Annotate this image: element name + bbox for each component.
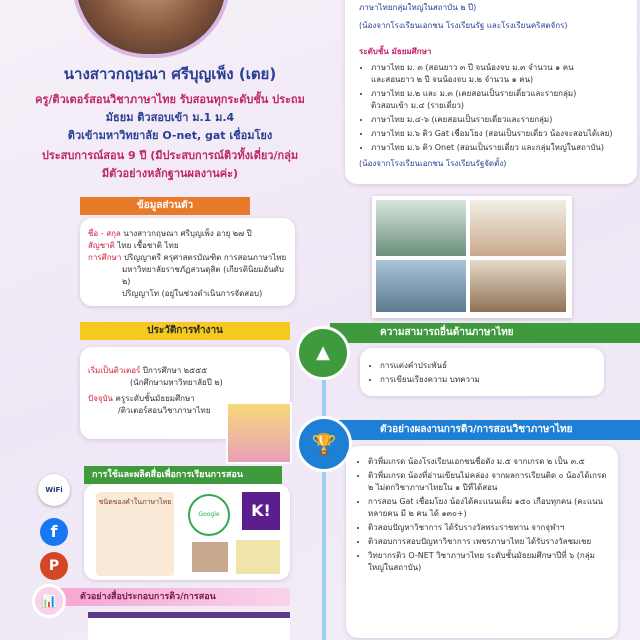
result-item: • ติวพี่มเกรด น้องที่อ่านเขียนไม่คล่อง จากผลการเรียนติด ๐ น้องได้เกรด ๒ ไม่ตกวิชาภาษาไทยใน ๑ ปีที่ได้สอน <box>368 470 610 494</box>
teaching-item: • ภาษาไทย ม.๖ ติว Onet (สอนเป็นรายเดี่ยว และกลุ่มใหญ่ในสถาบัน) <box>371 142 629 154</box>
timeline-line <box>322 340 326 640</box>
education-line3: ปริญญาโท (อยู่ในช่วงดำเนินการจัดสอบ) <box>122 289 263 298</box>
education-label: การศึกษา <box>88 253 122 262</box>
teaching-item: • ภาษาไทย ม.๒ และ ม.๓ (เคยสอนเป็นรายเดี่ยวและรายกลุ่ม) ติวสอบเข้า ม.๔ (รายเดี่ยว) <box>371 88 629 112</box>
teaching-level-label: ระดับชั้น มัธยมศึกษา <box>359 47 432 56</box>
result-item: • ติวสอบปัญหาวิชาการ ได้รับรางวัลพระราชทาน จากจุฬาฯ <box>368 522 610 534</box>
classroom-photo <box>470 200 566 256</box>
skill-item: • การเขียนเรียงความ บทความ <box>380 374 596 386</box>
result-item: • ติวสอบการสอบปัญหาวิชาการ เพชรภาษาไทย ได้รับรางวัลชมเชย <box>368 536 610 548</box>
teaching-item: • ภาษาไทย ม.๔-๖ (เคยสอนเป็นรายเดี่ยวและรายกลุ่ม) <box>371 114 629 126</box>
nationality-label: สัญชาติ <box>88 241 115 250</box>
personal-header: ข้อมูลส่วนตัว <box>80 197 250 215</box>
media-example-preview <box>88 612 290 640</box>
results-card <box>346 446 618 638</box>
profile-photo <box>72 0 230 58</box>
teaching-card <box>345 0 637 184</box>
classroom-photo-collage <box>372 196 572 318</box>
teaching-note: (น้องจากโรงเรียนเอกชน โรงเรียนรัฐจัดตั้ง) <box>359 159 507 168</box>
current-value: ครูระดับชั้นมัธยมศึกษา <box>115 394 195 403</box>
trophy-icon: 🏆 <box>296 416 352 472</box>
start-label: เริ่มเป็นติวเตอร์ <box>88 366 141 375</box>
personal-card <box>80 218 295 306</box>
media-doc-title: ชนิดของคำในภาษาไทย <box>98 498 172 506</box>
name-value: นางสาวกฤษณา ศรีบุญเพ็ง อายุ ๒๗ ปี <box>123 229 252 238</box>
media-document <box>96 492 174 576</box>
powerpoint-icon: P <box>40 552 68 580</box>
current-label: ปัจจุบัน <box>88 394 113 403</box>
teaching-item: • ภาษาไทย ม.๖ ติว Gat เชื่อมโยง (สอนเป็นรายเดี่ยว น้องจะสอบได้เลย) <box>371 128 629 140</box>
name-label: ชื่อ - สกุล <box>88 229 121 238</box>
kahoot-icon: K! <box>242 492 280 530</box>
media-example-header: ตัวอย่างสื่อประกอบการติว/การสอน <box>40 588 290 606</box>
result-item: • วิทยากรติว O-NET วิชาภาษาไทย ระดับชั้นมัธยมศึกษาปีที่ ๖ (กลุ่มใหญ่ในสถาบัน) <box>368 550 610 574</box>
media-thumbnail <box>192 542 228 572</box>
media-thumbnail <box>236 540 280 574</box>
profile-name: นางสาวกฤษณา ศรีบุญเพ็ง (เตย) <box>63 65 277 83</box>
media-card <box>84 484 290 580</box>
teaching-prev-note: (น้องจากโรงเรียนเอกชน โรงเรียนรัฐ และโรงเรียนคริสตจักร) <box>359 21 568 30</box>
current-value2: /ติวเตอร์สอนวิชาภาษาไทย <box>118 406 211 415</box>
chart-icon: 📊 <box>32 584 66 618</box>
results-header: ตัวอย่างผลงานการติว/การสอนวิชาภาษาไทย <box>330 420 640 440</box>
profile-line1: ครู/ติวเตอร์สอนวิชาภาษาไทย รับสอนทุกระดับชั้น ประถม <box>35 93 305 106</box>
skills-list <box>368 360 596 386</box>
profile-line2: มัธยม ติวสอบเข้า ม.1 ม.4 <box>105 111 235 124</box>
wifi-icon: WiFi <box>38 474 70 506</box>
skill-item: • การแต่งคำประพันธ์ <box>380 360 596 372</box>
skills-card <box>360 348 604 396</box>
work-header: ประวัติการทำงาน <box>80 322 290 340</box>
skills-header: ความสามารถอื่นด้านภาษาไทย <box>330 323 640 343</box>
education-line2: มหาวิทยาลัยราชภัฏสวนดุสิต (เกียรตินิยมอันดับ ๒) <box>122 265 284 286</box>
result-item: • ติวพี่มเกรด น้องโรงเรียนเอกชนชื่อดัง ม.๕ จากเกรด ๒ เป็น ๓.๕ <box>368 456 610 468</box>
pyramid-icon: ▲ <box>296 326 350 380</box>
teaching-item: • ภาษาไทย ม. ๓ (สอนยาว ๓ ปี จนน้องจบ ม.๓ จำนวน ๑ คน และสอนยาว ๒ ปี จนน้องจบ ม.๒ จำนวน ๑ คน) <box>371 62 629 86</box>
teaching-prev-line: ภาษาไทยกลุ่มใหญ่ในสถาบัน ๒ ปี) <box>359 3 477 12</box>
facebook-icon: f <box>40 518 68 546</box>
classroom-photo <box>376 200 466 256</box>
profile-line5: มีตัวอย่างหลักฐานผลงานค่ะ) <box>101 167 239 180</box>
profile-line3: ติวเข้ามหาวิทยาลัย O-net, gat เชื่อมโยง <box>67 129 273 142</box>
classroom-photo <box>470 260 566 312</box>
teacher-photo <box>226 402 292 464</box>
teaching-list <box>359 62 629 154</box>
media-header: การใช้และผลิตสื่อเพื่อการเรียนการสอน <box>84 466 282 484</box>
google-drive-icon: Google <box>188 494 230 536</box>
education-line1: ปริญญาตรี ครุศาสตรบัณฑิต การสอนภาษาไทย <box>123 253 287 262</box>
start-note: (นักศึกษามหาวิทยาลัยปี ๒) <box>130 378 223 387</box>
nationality-value: ไทย เชื้อชาติ ไทย <box>117 241 179 250</box>
start-value: ปีการศึกษา ๒๕๕๕ <box>142 366 208 375</box>
classroom-photo <box>376 260 466 312</box>
results-list <box>356 456 610 574</box>
profile-line4: ประสบการณ์สอน 9 ปี (มีประสบการณ์ติวทั้งเดี่ยว/กลุ่ม <box>41 149 299 162</box>
result-item: • การสอน Gat เชื่อมโยง น้องได้คะแนนเต็ม ๑๕๐ เกือบทุกคน (คะแนนหลายคน มี ๒ คน ได้ ๑๓๐+) <box>368 496 610 520</box>
